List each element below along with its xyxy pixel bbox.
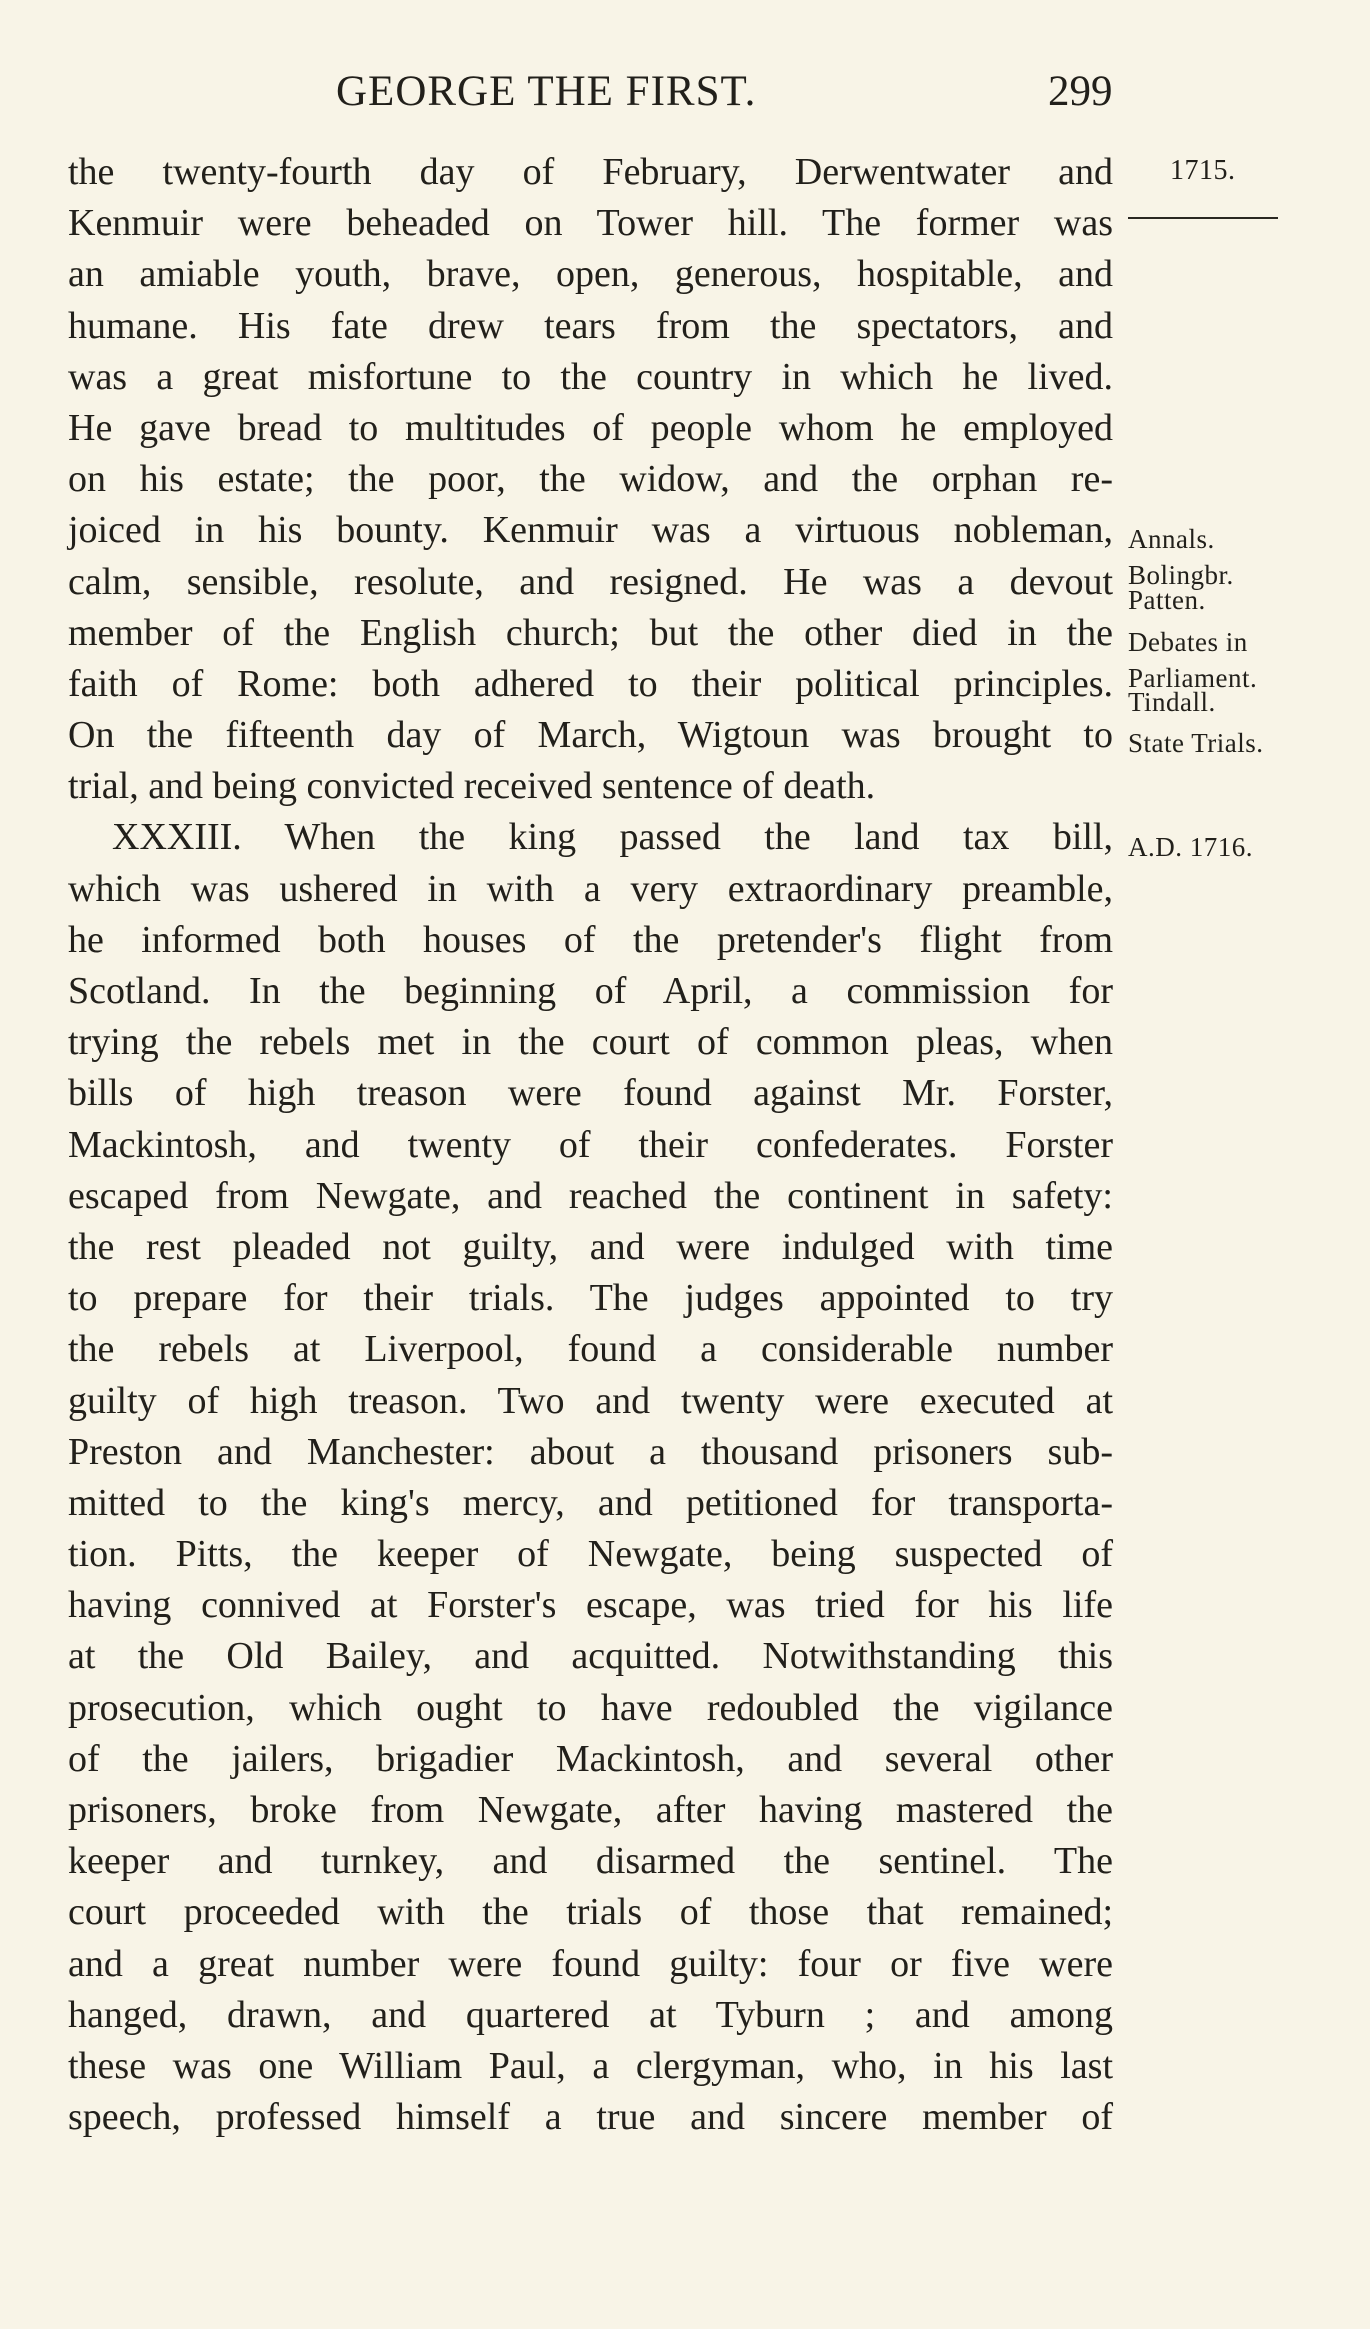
- text-line: member of the English church; but the other died in the: [68, 611, 1113, 654]
- text-line: court proceeded with the trials of those that remained;: [68, 1891, 1113, 1934]
- text-line: faith of Rome: both adhered to their political principles.: [68, 662, 1113, 705]
- text-line: of the jailers, brigadier Mackintosh, and several other: [68, 1737, 1113, 1780]
- running-title: GEORGE THE FIRST.: [336, 68, 757, 115]
- text-line: on his estate; the poor, the widow, and the orphan re-: [68, 458, 1113, 501]
- text-line: which was ushered in with a very extraordinary preamble,: [68, 867, 1113, 910]
- margin-note-patten: Patten.: [1128, 585, 1206, 615]
- text-line: these was one William Paul, a clergyman, who, in his last: [68, 2044, 1113, 2087]
- text-line: He gave bread to multitudes of people whom he employed: [68, 406, 1113, 449]
- margin-year-1716: A.D. 1716.: [1128, 832, 1253, 862]
- text-line: having connived at Forster's escape, was tried for his life: [68, 1584, 1113, 1627]
- text-line: trying the rebels met in the court of common pleas, when: [68, 1021, 1113, 1064]
- text-line: bills of high treason were found against Mr. Forster,: [68, 1072, 1113, 1115]
- text-line: guilty of high treason. Two and twenty were executed at: [68, 1379, 1113, 1422]
- text-line: to prepare for their trials. The judges appointed to try: [68, 1277, 1113, 1320]
- margin-rule: [1128, 217, 1278, 219]
- text-line: humane. His fate drew tears from the spectators, and: [68, 304, 1113, 347]
- margin-note-debates: Debates in: [1128, 627, 1248, 657]
- text-line: Preston and Manchester: about a thousand prisoners sub-: [68, 1430, 1113, 1473]
- text-line: keeper and turnkey, and disarmed the sentinel. The: [68, 1840, 1113, 1883]
- text-line: and a great number were found guilty: four or five were: [68, 1942, 1113, 1985]
- margin-note-annals: Annals.: [1128, 524, 1215, 554]
- text-line: Scotland. In the beginning of April, a commission for: [68, 970, 1113, 1012]
- text-line: prisoners, broke from Newgate, after having mastered the: [68, 1789, 1113, 1831]
- text-line: escaped from Newgate, and reached the continent in safety:: [68, 1174, 1113, 1217]
- text-line: joiced in his bounty. Kenmuir was a virtuous nobleman,: [68, 509, 1113, 552]
- text-line: an amiable youth, brave, open, generous, hospitable, and: [68, 253, 1113, 296]
- text-line: trial, and being convicted received sentence of death.: [68, 765, 876, 808]
- text-line: hanged, drawn, and quartered at Tyburn ; and among: [68, 1993, 1113, 2036]
- text-line: he informed both houses of the pretender's flight from: [68, 918, 1113, 961]
- text-line: prosecution, which ought to have redoubled the vigilance: [68, 1686, 1113, 1729]
- margin-note-parliament: Parliament.: [1128, 663, 1258, 693]
- text-line: speech, professed himself a true and sincere member of: [68, 2096, 1113, 2139]
- text-line: mitted to the king's mercy, and petitioned for transporta-: [68, 1481, 1113, 1524]
- text-line: tion. Pitts, the keeper of Newgate, being suspected of: [68, 1533, 1113, 1576]
- text-line: the rebels at Liverpool, found a considerable number: [68, 1328, 1113, 1371]
- text-line: at the Old Bailey, and acquitted. Notwithstanding this: [68, 1635, 1113, 1678]
- text-line: On the fifteenth day of March, Wigtoun was brought to: [68, 714, 1113, 757]
- body-text: [68, 147, 1113, 2143]
- text-line: the rest pleaded not guilty, and were indulged with time: [68, 1225, 1113, 1268]
- margin-note-tindall: Tindall.: [1128, 687, 1216, 717]
- text-line: Kenmuir were beheaded on Tower hill. The former was: [68, 202, 1113, 245]
- page-number: 299: [1048, 68, 1113, 115]
- section-start-line: XXXIII. When the king passed the land tax bill,: [112, 816, 1113, 859]
- margin-notes: [1128, 147, 1358, 2247]
- text-line: Mackintosh, and twenty of their confederates. Forster: [68, 1123, 1113, 1166]
- text-line: calm, sensible, resolute, and resigned. He was a devout: [68, 560, 1113, 603]
- text-line: the twenty-fourth day of February, Derwentwater and: [68, 151, 1113, 193]
- page-header: [68, 68, 1118, 138]
- margin-note-state-trials: State Trials.: [1128, 728, 1264, 758]
- text-line: was a great misfortune to the country in which he lived.: [68, 355, 1113, 398]
- margin-year-1715: 1715.: [1170, 155, 1236, 186]
- margin-note-bolingbr: Bolingbr.: [1128, 560, 1234, 590]
